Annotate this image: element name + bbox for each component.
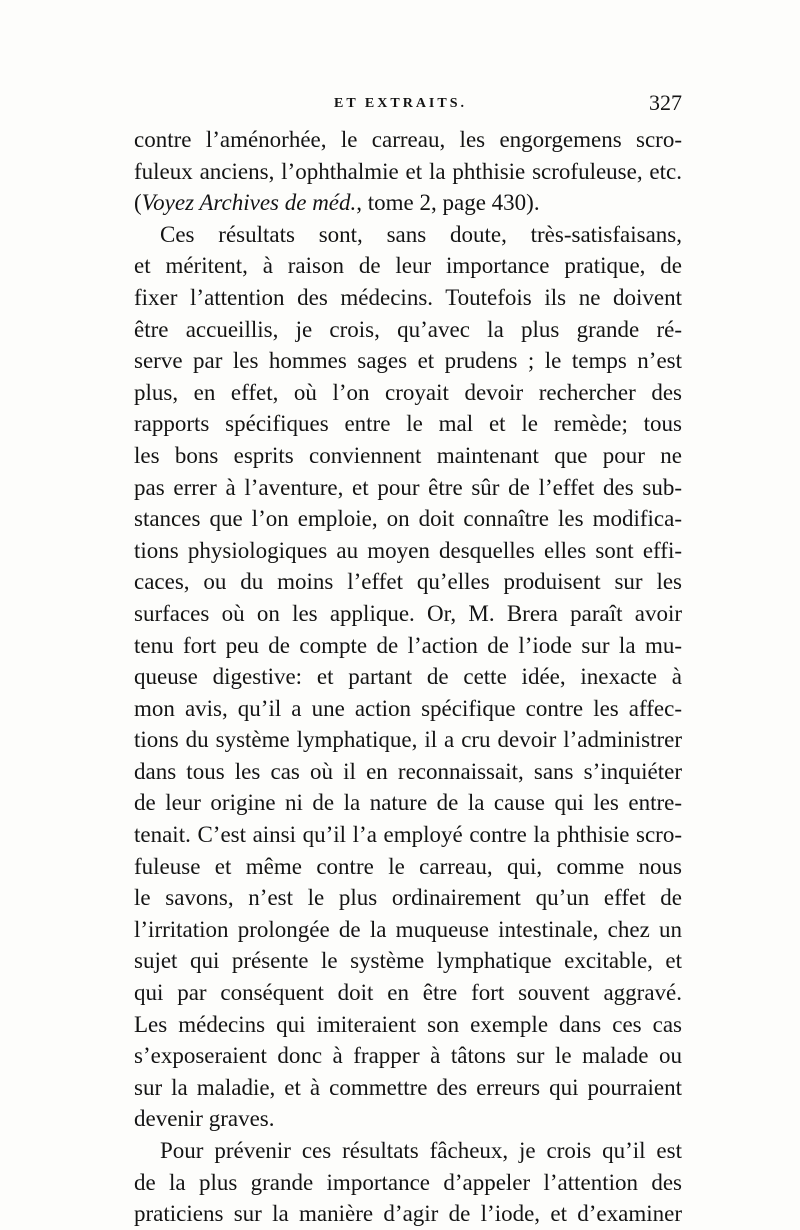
citation-italic: Voyez Archives de méd. bbox=[141, 190, 357, 216]
running-header bbox=[134, 90, 682, 120]
text-line: l’irritation prolongée de la muqueuse intestinale, chez un bbox=[134, 916, 682, 942]
text-line: de la plus grande importance d’appeler l’attention des bbox=[134, 1169, 682, 1195]
text-fragment: ( bbox=[134, 190, 142, 216]
text-line: tenu fort peu de compte de l’action de l’iode sur la mu- bbox=[134, 632, 682, 658]
text-line: rapports spécifiques entre le mal et le remède; tous bbox=[134, 411, 682, 437]
text-line: dans tous les cas où il en reconnaissait, sans s’inquiéter bbox=[134, 758, 682, 784]
text-line: devenir graves. bbox=[134, 1106, 275, 1132]
running-title: ET EXTRAITS. bbox=[334, 96, 468, 111]
text-line: tenait. C’est ainsi qu’il l’a employé contre la phthisie scro- bbox=[134, 822, 682, 848]
text-line: plus, en effet, où l’on croyait devoir rechercher des bbox=[134, 379, 682, 405]
text-line: mon avis, qu’il a une action spécifique contre les affec- bbox=[134, 695, 682, 721]
text-line: caces, ou du moins l’effet qu’elles produisent sur les bbox=[134, 569, 682, 595]
text-line: s’exposeraient donc à frapper à tâtons sur le malade ou bbox=[134, 1043, 682, 1069]
text-line: les bons esprits conviennent maintenant que pour ne bbox=[134, 442, 682, 468]
text-line: surfaces où on les applique. Or, M. Brera paraît avoir bbox=[134, 600, 682, 626]
text-line: sur la maladie, et à commettre des erreurs qui pourraient bbox=[134, 1074, 682, 1100]
body-text bbox=[134, 124, 682, 1230]
text-line: le savons, n’est le plus ordinairement qu’un effet de bbox=[134, 885, 682, 911]
text-line: tions physiologiques au moyen desquelles elles sont effi- bbox=[134, 537, 682, 563]
text-line: queuse digestive: et partant de cette idée, inexacte à bbox=[134, 664, 682, 690]
text-line: stances que l’on emploie, on doit connaître les modifica- bbox=[134, 506, 682, 532]
text-line: de leur origine ni de la nature de la cause qui les entre- bbox=[134, 790, 682, 816]
text-line: praticiens sur la manière d’agir de l’iode, et d’examiner bbox=[134, 1201, 682, 1227]
text-line: contre l’aménorhée, le carreau, les engorgemens scro- bbox=[134, 127, 682, 152]
text-line: Ces résultats sont, sans doute, très-satisfaisans, bbox=[160, 221, 682, 247]
text-line: Les médecins qui imiteraient son exemple dans ces cas bbox=[134, 1011, 682, 1037]
text-line: fuleuse et même contre le carreau, qui, comme nous bbox=[134, 853, 682, 879]
text-line: tions du système lymphatique, il a cru devoir l’administrer bbox=[134, 727, 682, 753]
text-line: Pour prévenir ces résultats fâcheux, je crois qu’il est bbox=[160, 1138, 682, 1163]
text-line: être accueillis, je crois, qu’avec la plus grande ré- bbox=[134, 316, 682, 342]
text-line: fixer l’attention des médecins. Toutefois ils ne doivent bbox=[134, 284, 682, 310]
text-line: qui par conséquent doit en être fort souvent aggravé. bbox=[134, 980, 682, 1006]
text-line: serve par les hommes sages et prudens ; le temps n’est bbox=[134, 348, 682, 374]
text-line: et méritent, à raison de leur importance pratique, de bbox=[134, 253, 682, 279]
text-line: fuleux anciens, l’ophthalmie et la phthisie scrofuleuse, etc. bbox=[134, 158, 682, 184]
text-line: pas errer à l’aventure, et pour être sûr de l’effet des sub- bbox=[134, 474, 682, 500]
text-fragment: , tome 2, page 430). bbox=[356, 190, 540, 216]
text-line bbox=[134, 187, 682, 219]
text-line: sujet qui présente le système lymphatique excitable, et bbox=[134, 948, 682, 974]
page-number: 327 bbox=[649, 90, 682, 115]
